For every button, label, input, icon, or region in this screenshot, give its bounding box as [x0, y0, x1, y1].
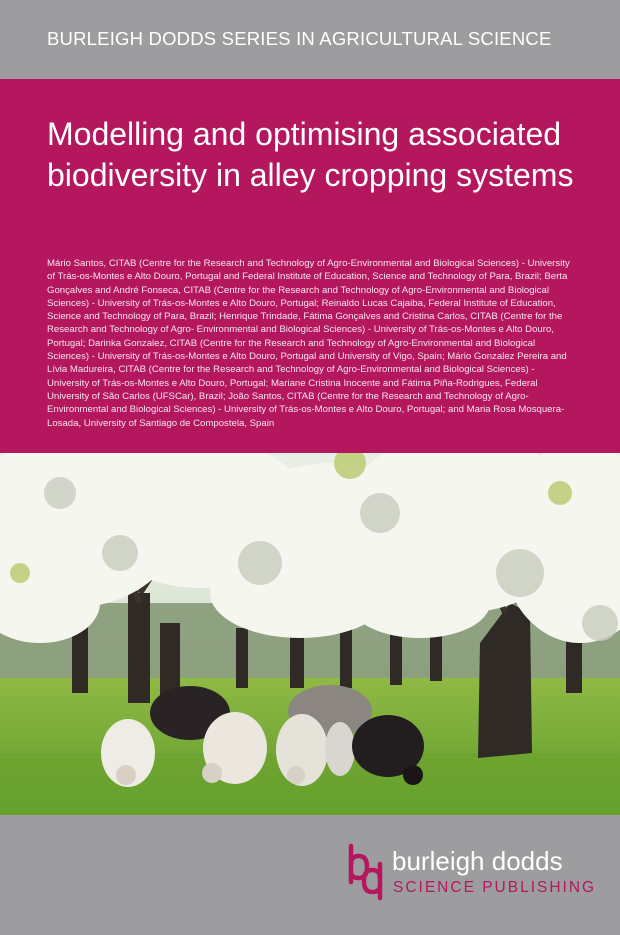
author-affiliations: Mário Santos, CITAB (Centre for the Research and Technology of Agro-Environmental and Biological Sciences) - University of Trás-os-Montes e Alto Douro, Portugal and Federal Institute of Education, Science and Technology of Para, Brazil; Berta Gonçalves and André Fonseca, CITAB (Centre for the Research and Technology of Agro-Environmental and Biological Sciences) - University of Trás-os-Montes e Alto Douro, Portugal; Reinaldo Lucas Cajaiba, Federal Institute of Education, Science and Technology of Para, Brazil; Henrique Trindade, Fátima Gonçalves and Cristina Carlos, CITAB (Centre for the Research and Technology of Agro- Environmental and Biological Sciences) - University of Trás-os-Montes e Alto Douro, Portugal; Darinka Gonzalez, CITAB (Centre for the Research and Technology of Agro-Environmental and Biological Sciences) - University of Trás-os-Montes e Alto Douro, Portugal and University of Vigo, Spain; Mário Gonzalez Pereira and Lívia Madureira, CITAB (Centre for the Research and Technology of Agro-Environmental and Biological Sciences) - University of Trás-os-Montes e Alto Douro, Portugal; Mariane Cristina Inocente and Fátima Piña-Rodrigues, Federal University of São Carlos (UFSCar), Brazil; João Santos, CITAB (Centre for the Research and Technology of Agro-Environmental and Biological Sciences) - University of Trás-os-Montes e Alto Douro, Portugal; and Maria Rosa Mosquera-Losada, University of Santiago de Compostela, Spain	[47, 258, 570, 429]
blossom-canopy	[0, 453, 620, 643]
publisher-subtitle: SCIENCE PUBLISHING	[393, 879, 597, 896]
publisher-logo-mark	[347, 842, 387, 902]
series-name: BURLEIGH DODDS SERIES IN AGRICULTURAL SCIENCE	[47, 28, 552, 49]
cover-photo-orchard-sheep	[0, 453, 620, 815]
book-title: Modelling and optimising associated biodiversity in alley cropping systems	[47, 116, 574, 193]
publisher-name: burleigh dodds	[392, 846, 563, 876]
